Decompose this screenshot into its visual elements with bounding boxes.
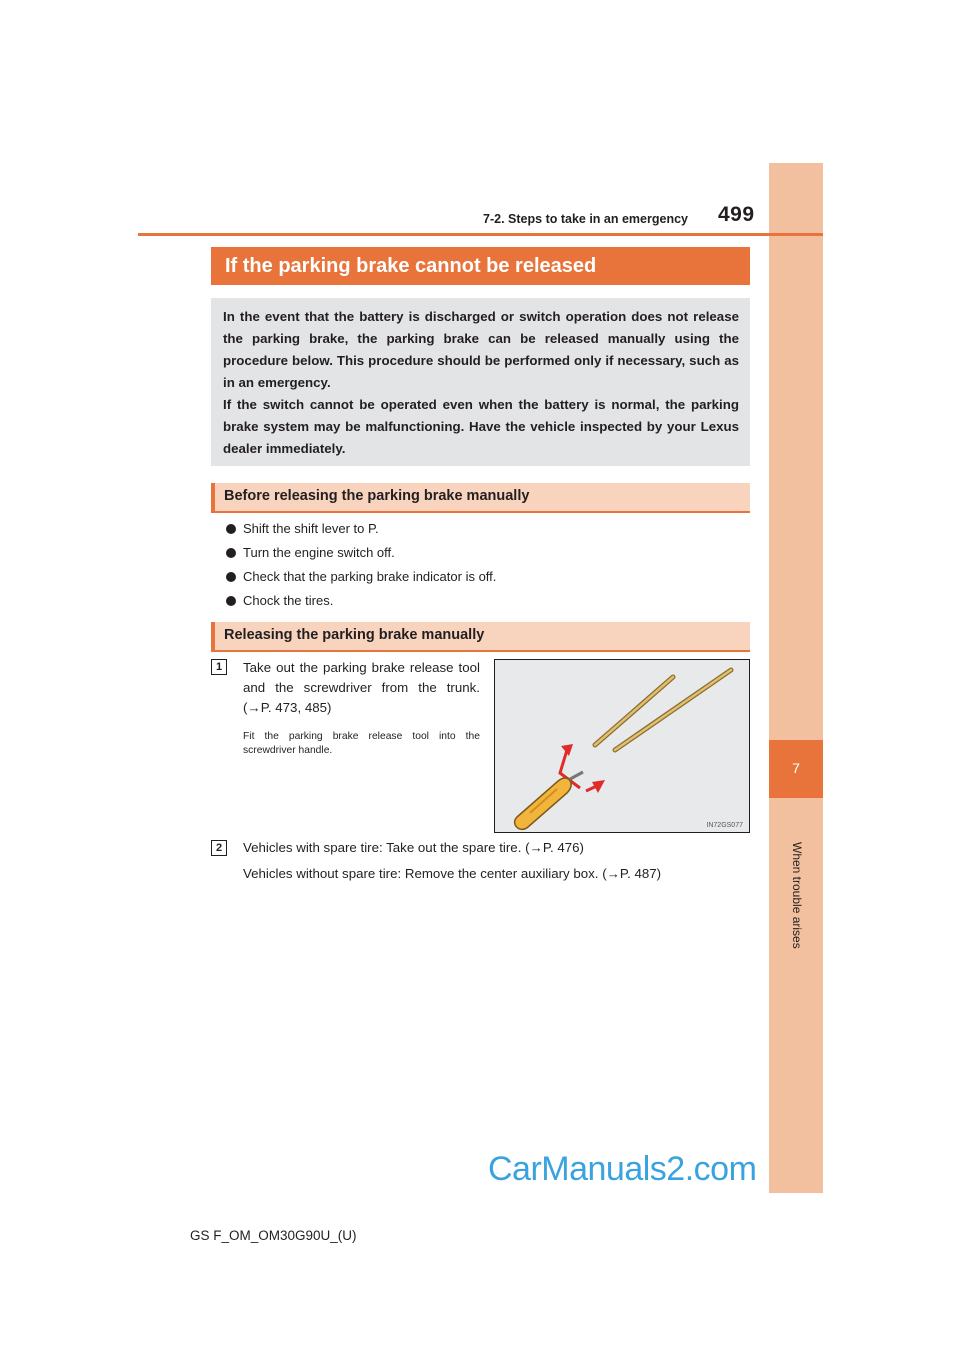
figure-code: IN72GS077 bbox=[706, 822, 743, 829]
chapter-tab bbox=[769, 740, 823, 798]
step-2-badge: 2 bbox=[211, 840, 227, 856]
subhead-before bbox=[211, 483, 750, 513]
chapter-label: When trouble arises bbox=[790, 842, 804, 949]
step-2-line-1: Vehicles with spare tire: Take out the spare tire. (→P. 476) bbox=[243, 840, 584, 855]
subhead-releasing-label: Releasing the parking brake manually bbox=[224, 627, 485, 643]
step-1-badge: 1 bbox=[211, 659, 227, 675]
step-1-text: Take out the parking brake release tool and the screwdriver from the trunk. (→P. 473, 485) bbox=[243, 660, 480, 715]
list-item: Chock the tires. bbox=[225, 592, 496, 616]
chapter-number: 7 bbox=[792, 760, 800, 776]
step-2-line-2: Vehicles without spare tire: Remove the center auxiliary box. (→P. 487) bbox=[243, 866, 662, 881]
tool-illustration bbox=[494, 659, 750, 833]
list-item: Shift the shift lever to P. bbox=[225, 520, 496, 544]
header-rule bbox=[138, 233, 823, 236]
side-strip bbox=[769, 163, 823, 1193]
page-number: 499 bbox=[718, 203, 755, 226]
title-banner bbox=[211, 247, 750, 285]
intro-paragraph-1: In the event that the battery is discharged or switch operation does not release the parking brake, the parking brake can be released manually using the procedure below. This procedure should be performed only if necessary, such as in an emergency. bbox=[223, 309, 739, 390]
screwdriver-and-tool-illustration bbox=[495, 660, 751, 834]
intro-box bbox=[211, 298, 750, 466]
preparation-list bbox=[225, 520, 496, 616]
watermark: CarManuals2.com bbox=[488, 1150, 757, 1188]
section-header: 7-2. Steps to take in an emergency bbox=[483, 212, 688, 226]
page-title: If the parking brake cannot be released bbox=[225, 255, 597, 277]
intro-paragraph-2: If the switch cannot be operated even when the battery is normal, the parking brake system may be malfunctioning. Have the vehicle inspected by your Lexus dealer immediately. bbox=[223, 397, 739, 456]
list-item: Check that the parking brake indicator is off. bbox=[225, 568, 496, 592]
step-1-note: Fit the parking brake release tool into the screwdriver handle. bbox=[243, 731, 480, 756]
footer-code: GS F_OM_OM30G90U_(U) bbox=[190, 1228, 357, 1243]
subhead-releasing bbox=[211, 622, 750, 652]
list-item: Turn the engine switch off. bbox=[225, 544, 496, 568]
subhead-before-label: Before releasing the parking brake manually bbox=[224, 488, 530, 504]
